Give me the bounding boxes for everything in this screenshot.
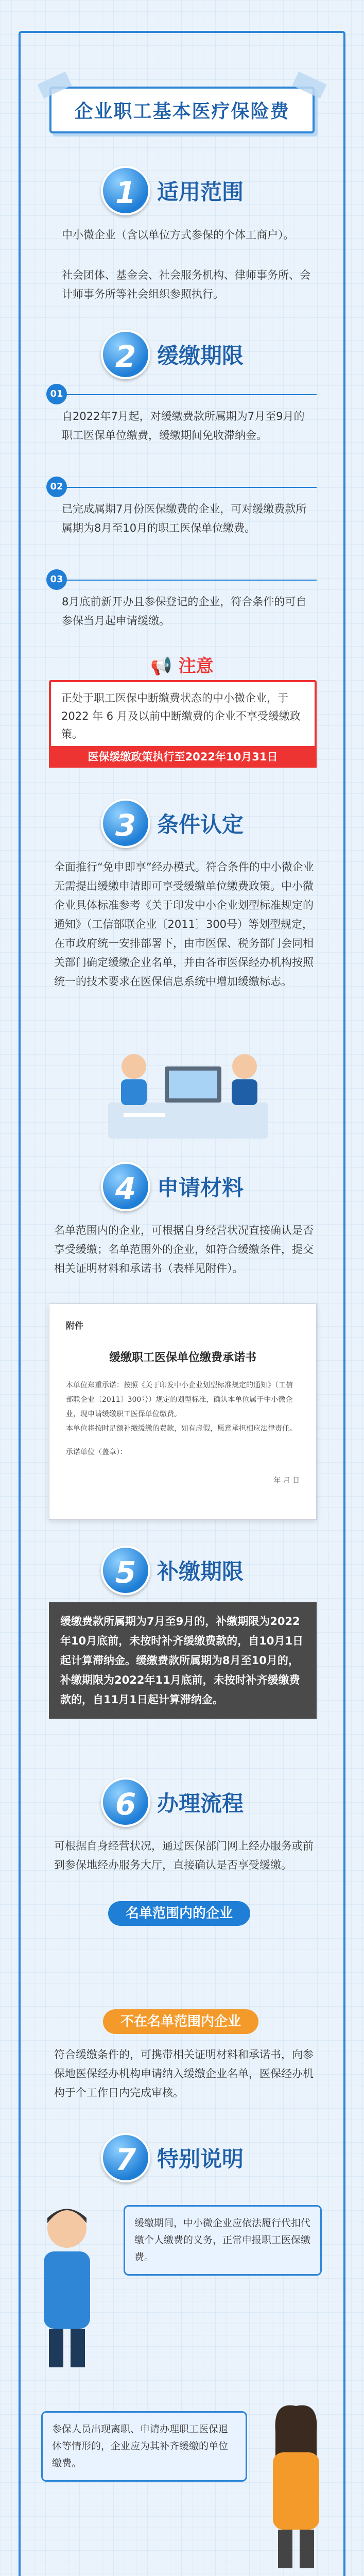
s4-text: 名单范围内的企业，可根据自身经营状况直接确认是否享受缓缴；名单范围外的企业，如符合缓缴条件，提交相关证明材料和承诺书（表样见附件）。 xyxy=(54,1224,314,1275)
section-5-header xyxy=(0,1546,364,1602)
out-of-list-pill: 不在名单范围内企业 xyxy=(103,2009,258,2034)
item-number-badge: 02 xyxy=(46,477,67,497)
s2-item-3 xyxy=(51,569,314,641)
divider xyxy=(67,394,317,395)
deadline-bar: 医保缓缴政策执行至2022年10月31日 xyxy=(49,746,317,768)
section-title: 补缴期限 xyxy=(157,1559,244,1584)
section-number: 5 xyxy=(101,1546,150,1595)
section-title: 申请材料 xyxy=(157,1175,244,1200)
section-number: 1 xyxy=(101,166,150,215)
divider xyxy=(67,487,317,488)
notice-title-text: 注意 xyxy=(178,656,214,676)
s3-text: 全面推行“免申即享”经办模式。符合条件的中小微企业无需提出缓缴申请即可享受缓缴单位缴费政策。中小微企业具体标准参考《关于印发中小企业划型标准规定的通知》（工信部联企业〔2011〕300号）等划型规定，在市政府统一安排部署下，由市医保、税务部门会同相关部门确定缓缴企业名单，并由各市医保经办机构按照统一的技术要求在医保信息系统中增加缓缴标志。 xyxy=(54,861,314,988)
man-figure-illustration xyxy=(28,2200,106,2370)
page-title-area xyxy=(0,87,364,133)
s6-text-1: 可根据自身经营状况，通过医保部门网上经办服务或前到参保地经办服务大厅，直接确认是否享受缓缴。 xyxy=(54,1840,314,1871)
supplement-deadline-box: 缓缴费款所属期为7月至9月的，补缴期限为2022年10月底前，未按时补齐缓缴费款的，自10月1日起计算滞纳金。缓缴费款所属期为8月至10月的，补缴期限为2022年11月底前，未按时补齐缓缴费款的，自11月1日起计算滞纳金。 xyxy=(49,1602,317,1719)
title-box xyxy=(49,87,314,133)
service-desk-illustration xyxy=(103,1036,273,1144)
section-title: 缓缴期限 xyxy=(157,343,244,368)
section-4-header xyxy=(0,1162,364,1218)
item-text: 已完成属期7月份医保缴费的企业，可对缓缴费款所属期为8月至10月的职工医保单位缴费。 xyxy=(62,503,307,534)
s1-para-2: 社会团体、基金会、社会服务机构、律师事务所、会计师事务所等社会组织参照执行。 xyxy=(62,269,310,300)
s2-item-2 xyxy=(51,477,314,562)
section-2-header xyxy=(0,330,364,386)
letter-title: 缓缴职工医保单位缴费承诺书 xyxy=(109,1351,256,1364)
letter-date: 年 月 日 xyxy=(273,1477,300,1485)
item-number-badge: 01 xyxy=(46,384,67,404)
item-number-badge: 03 xyxy=(46,569,67,590)
section-title: 适用范围 xyxy=(157,179,244,205)
page-title: 企业职工基本医疗保险费 xyxy=(74,101,290,122)
divider xyxy=(67,580,317,581)
section-6-header xyxy=(0,1777,364,1834)
woman-figure-illustration xyxy=(257,2401,335,2571)
item-text: 8月底前新开办且参保登记的企业，符合条件的可自参保当月起申请缓缴。 xyxy=(62,596,307,627)
letter-body: 本单位郑重承诺：按照《关于印发中小企业划型标准规定的通知》（工信部联企业〔2011〕300号）规定的划型标准，确认本单位属于中小微企业，现申请缓缴职工医保单位缴费。 xyxy=(66,1381,293,1418)
in-list-pill: 名单范围内的企业 xyxy=(108,1901,250,1926)
section-title: 特别说明 xyxy=(157,2146,244,2172)
s1-para-1: 中小微企业（含以单位方式参保的个体工商户）。 xyxy=(62,229,294,241)
section-7-header xyxy=(0,2133,364,2190)
section-number: 6 xyxy=(101,1777,150,1827)
commitment-letter-sample xyxy=(49,1303,317,1520)
megaphone-icon: 📢 xyxy=(150,656,172,676)
item-text: 自2022年7月起，对缓缴费款所属期为7月至9月的职工医保单位缴费，缓缴期间免收滞纳金。 xyxy=(62,410,305,442)
note-bubble-2: 参保人员出现离职、申请办理职工医保退休等情形的，企业应为其补齐缓缴的单位缴费。 xyxy=(41,2411,247,2482)
section-1-header xyxy=(0,166,364,223)
letter-body: 承诺单位（盖章）： xyxy=(66,1448,127,1456)
note-bubble-1: 缓缴期间，中小微企业应依法履行代扣代缴个人缴费的义务，正常申报职工医保缴费。 xyxy=(124,2205,322,2276)
notice-box: 正处于职工医保中断缴费状态的中小微企业，于 2022 年 6 月及以前中断缴费的企业不享受缓缴政策。 xyxy=(49,680,317,753)
attachment-label: 附件 xyxy=(66,1321,83,1331)
section-title: 办理流程 xyxy=(157,1791,244,1816)
section-number: 7 xyxy=(101,2133,150,2182)
notice-title xyxy=(0,652,364,677)
section-number: 4 xyxy=(101,1162,150,1211)
section-number: 3 xyxy=(101,799,150,848)
s2-item-1 xyxy=(51,384,314,469)
section-3-header xyxy=(0,799,364,855)
section-title: 条件认定 xyxy=(157,812,244,837)
section-number: 2 xyxy=(101,330,150,379)
letter-body: 本单位将按时足额补缴缓缴的费款，如有虚假，愿意承担相应法律责任。 xyxy=(66,1425,297,1433)
s6-text-2: 符合缓缴条件的，可携带相关证明材料和承诺书，向参保地医保经办机构申请纳入缓缴企业名单，医保经办机构于个工作日内完成审核。 xyxy=(54,2048,314,2099)
